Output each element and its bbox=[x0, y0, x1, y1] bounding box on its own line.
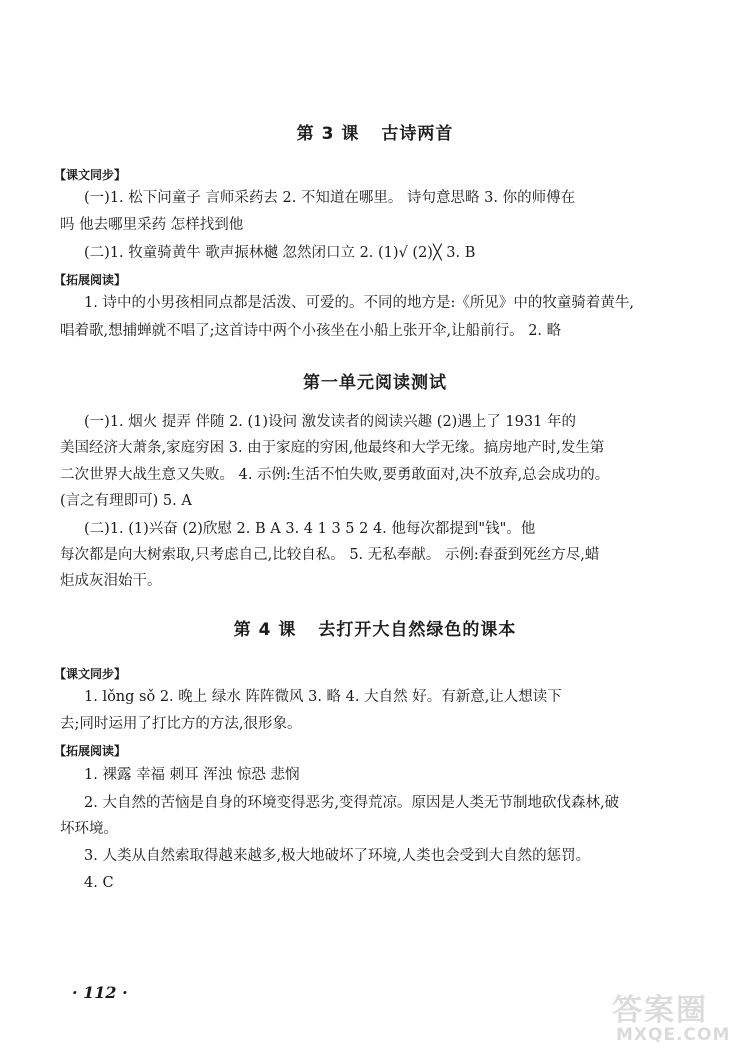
lesson4-title bbox=[0, 615, 750, 640]
watermark-url-text: MXQE.COM bbox=[616, 1025, 731, 1045]
unit1-test-line: (二)1. (1)兴奋 (2)欣慰 2. B A 3. 4 1 3 5 2 4. 他每次都提到"钱"。他 bbox=[84, 521, 536, 537]
lesson4-title-text: 去打开大自然绿色的课本 bbox=[318, 620, 517, 640]
lesson4-ext-line: 2. 大自然的苦恼是自身的环境变得恶劣,变得荒凉。原因是人类无节制地砍伐森林,破 bbox=[84, 795, 620, 811]
lesson4-sync-tag: 【课文同步】 bbox=[54, 667, 127, 681]
lesson4-sync-line: 去;同时运用了打比方的方法,很形象。 bbox=[60, 716, 302, 732]
lesson3-sync-tag: 【课文同步】 bbox=[54, 168, 127, 182]
lesson4-sync-line: 1. lǒng sǒ 2. 晚上 绿水 阵阵微风 3. 略 4. 大自然 好。有新意,让人想读下 bbox=[84, 689, 562, 705]
unit1-test-line: 二次世界大战生意又失败。 4. 示例:生活不怕失败,要勇敢面对,决不放弃,总会成功的。 bbox=[60, 467, 610, 483]
lesson3-sync-line: (二)1. 牧童骑黄牛 歌声振林樾 忽然闭口立 2. (1)√ (2)╳ 3. B bbox=[84, 245, 476, 261]
lesson3-sync-line: (一)1. 松下问童子 言师采药去 2. 不知道在哪里。 诗句意思略 3. 你的师傅在 bbox=[84, 190, 576, 206]
lesson4-ext-tag: 【拓展阅读】 bbox=[54, 744, 127, 758]
lesson4-ext-line: 3. 人类从自然索取得越来越多,极大地破坏了环境,人类也会受到大自然的惩罚。 bbox=[84, 848, 591, 864]
unit1-test-line: (一)1. 烟火 提弄 伴随 2. (1)设问 激发读者的阅读兴趣 (2)遇上了 1931 年的 bbox=[84, 414, 576, 430]
watermark-logo-text: 答案圈 bbox=[612, 993, 708, 1028]
lesson4-title-number: 第 4 课 bbox=[233, 620, 297, 640]
lesson3-ext-line: 1. 诗中的小男孩相同点都是活泼、可爱的。不同的地方是:《所见》中的牧童骑着黄牛, bbox=[84, 295, 634, 311]
page-number: · 112 · bbox=[72, 983, 128, 1002]
lesson4-ext-line: 4. C bbox=[84, 875, 114, 891]
unit1-test-title: 第一单元阅读测试 bbox=[303, 373, 447, 393]
lesson3-ext-line: 唱着歌,想捕蝉就不唱了;这首诗中两个小孩坐在小船上张开伞,让船前行。 2. 略 bbox=[60, 323, 562, 339]
lesson4-ext-line: 1. 裸露 幸福 刺耳 浑浊 惊恐 悲悯 bbox=[84, 767, 300, 783]
lesson3-title-text: 古诗两首 bbox=[381, 124, 454, 144]
unit1-test-line: 每次都是向大树索取,只考虑自己,比较自私。 5. 无私奉献。 示例:春蚕到死丝方尽,蜡 bbox=[60, 547, 600, 563]
lesson3-sync-line: 吗 他去哪里采药 怎样找到他 bbox=[60, 217, 244, 233]
lesson4-ext-line: 坏环境。 bbox=[60, 821, 118, 837]
lesson3-title-number: 第 3 课 bbox=[296, 124, 360, 144]
unit1-test-line: (言之有理即可) 5. A bbox=[60, 493, 192, 509]
site-watermark bbox=[612, 985, 742, 1051]
unit1-test-line: 炬成灰泪始干。 bbox=[60, 573, 162, 589]
lesson3-ext-tag: 【拓展阅读】 bbox=[54, 273, 127, 287]
unit1-test-line: 美国经济大萧条,家庭穷困 3. 由于家庭的穷困,他最终和大学无缘。搞房地产时,发生第 bbox=[60, 440, 605, 456]
lesson3-title bbox=[0, 119, 750, 144]
